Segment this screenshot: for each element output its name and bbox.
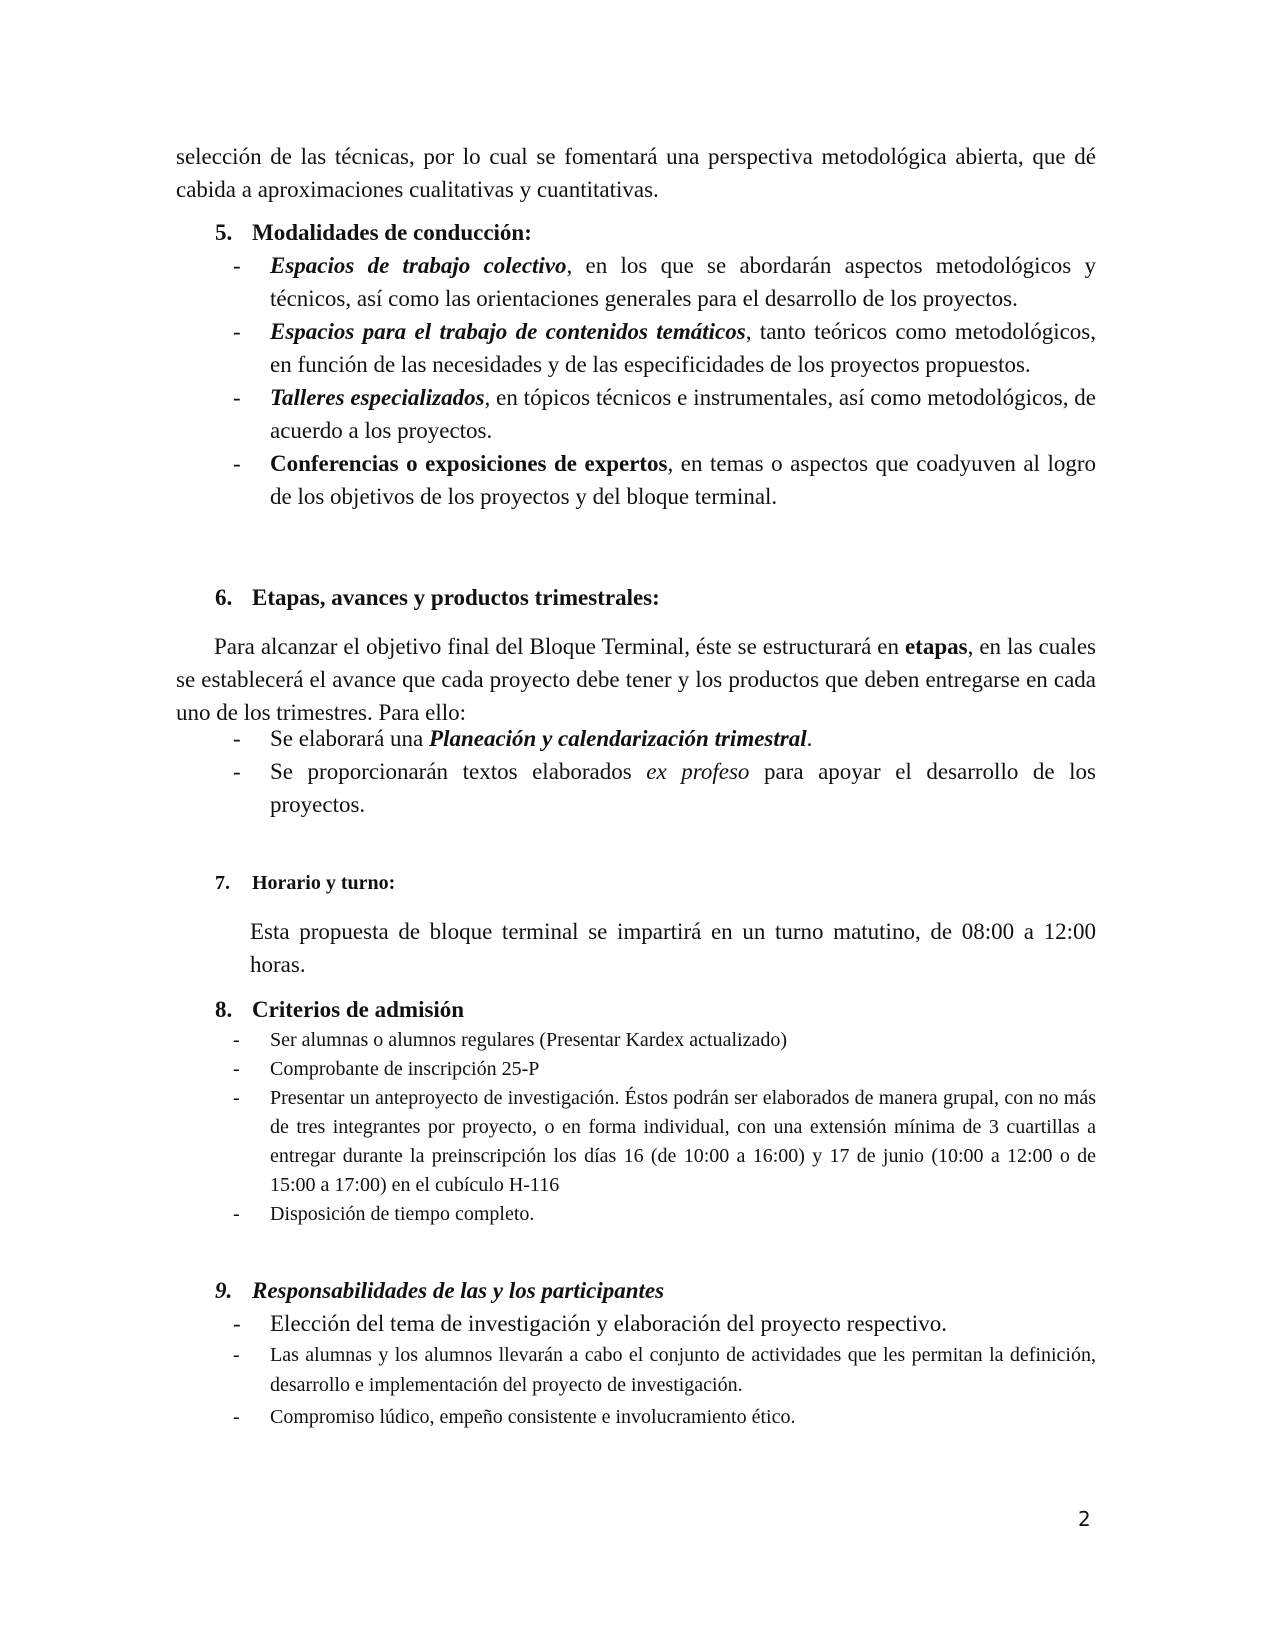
item-text: Presentar un anteproyecto de investigación. Éstos podrán ser elaborados de manera grupal, con no más de tres integrantes por proyecto, o en forma individual, con una extensión mínima de 3 cuartillas a entregar durante la preinscripción los días 16 (de 10:00 a 16:00) y 17 de junio (10:00 a 12:00 o de 15:00 a 17:00) en el cubículo H-116 <box>270 1087 1096 1196</box>
para-text: , en las cuales se establecerá el avance que cada proyecto debe tener y los productos que deben entregarse en cada uno de los trimestres. Para ello: <box>176 634 1096 725</box>
section-9-number: 9. <box>215 1278 233 1303</box>
list-item <box>233 1055 1096 1084</box>
section-7-number: 7. <box>215 872 230 894</box>
section-9-list <box>233 1307 1096 1432</box>
dash-bullet: - <box>233 759 241 784</box>
section-7-title: Horario y turno: <box>252 872 396 894</box>
item-text: . <box>806 726 813 751</box>
section-9-title: Responsabilidades de las y los participantes <box>252 1278 665 1303</box>
section-9-heading <box>215 1276 664 1306</box>
dash-bullet: - <box>233 319 241 344</box>
list-item <box>233 1084 1096 1200</box>
item-term: Planeación y calendarización trimestral <box>429 726 807 751</box>
list-item <box>233 315 1096 381</box>
item-text: , en tópicos técnicos e instrumentales, así como metodológicos, de acuerdo a los proyectos. <box>270 385 1096 443</box>
section-7-heading <box>215 868 395 898</box>
section-5-number: 5. <box>215 220 233 245</box>
list-item <box>233 447 1096 513</box>
dash-bullet: - <box>233 1029 240 1051</box>
item-text: Compromiso lúdico, empeño consistente e involucramiento ético. <box>270 1406 796 1428</box>
item-term: Espacios para el trabajo de contenidos temáticos <box>270 319 746 344</box>
dash-bullet: - <box>233 1311 241 1336</box>
section-6-paragraph <box>176 630 1096 729</box>
section-5-heading <box>215 218 532 248</box>
section-8-title: Criterios de admisión <box>252 997 465 1022</box>
dash-bullet: - <box>233 1087 240 1109</box>
item-term: Talleres especializados <box>270 385 485 410</box>
para-text: Para alcanzar el objetivo final del Bloque Terminal, éste se estructurará en <box>214 634 905 659</box>
item-text: Las alumnas y los alumnos llevarán a cabo el conjunto de actividades que les permitan la definición, desarrollo e implementación del proyecto de investigación. <box>270 1344 1096 1396</box>
section-5-list <box>233 249 1096 513</box>
list-item <box>233 755 1096 821</box>
list-item <box>233 381 1096 447</box>
section-5-title: Modalidades de conducción: <box>252 220 532 245</box>
dash-bullet: - <box>233 1344 240 1366</box>
page-number: 2 <box>1078 1507 1091 1531</box>
dash-bullet: - <box>233 385 241 410</box>
item-term: Conferencias o exposiciones de expertos <box>270 451 668 476</box>
item-italic: ex profeso <box>646 759 750 784</box>
item-text: para apoyar el desarrollo de los proyectos. <box>270 759 1096 817</box>
para-bold-term: etapas <box>904 634 968 659</box>
item-text: Elección del tema de investigación y elaboración del proyecto respectivo. <box>270 1311 947 1336</box>
section-8-list <box>233 1026 1096 1229</box>
list-item <box>233 1402 1096 1432</box>
list-item <box>233 1307 1096 1340</box>
dash-bullet: - <box>233 451 241 476</box>
dash-bullet: - <box>233 1203 240 1225</box>
item-text: Ser alumnas o alumnos regulares (Presentar Kardex actualizado) <box>270 1029 788 1051</box>
dash-bullet: - <box>233 253 241 278</box>
section-8-heading <box>215 995 464 1025</box>
item-text: , en los que se abordarán aspectos metodológicos y técnicos, así como las orientaciones generales para el desarrollo de los proyectos. <box>270 253 1096 311</box>
list-item <box>233 722 1096 755</box>
section-7-text: Esta propuesta de bloque terminal se impartirá en un turno matutino, de 08:00 a 12:00 horas. <box>250 919 1096 977</box>
list-item <box>233 1340 1096 1400</box>
item-text: Disposición de tiempo completo. <box>270 1203 535 1225</box>
dash-bullet: - <box>233 726 241 751</box>
item-text: , tanto teóricos como metodológicos, en función de las necesidades y de las especificidades de los proyectos propuestos. <box>270 319 1096 377</box>
section-6-number: 6. <box>215 585 233 610</box>
item-text: Comprobante de inscripción 25-P <box>270 1058 540 1080</box>
item-text: Se proporcionarán textos elaborados <box>270 759 647 784</box>
dash-bullet: - <box>233 1406 240 1428</box>
intro-paragraph: selección de las técnicas, por lo cual se fomentará una perspectiva metodológica abierta, que dé cabida a aproximaciones cualitativas y cuantitativas. <box>176 144 1096 202</box>
list-item <box>233 1026 1096 1055</box>
list-item <box>233 249 1096 315</box>
section-6-title: Etapas, avances y productos trimestrales: <box>252 585 660 610</box>
item-text: Se elaborará una <box>270 726 430 751</box>
item-text: , en temas o aspectos que coadyuven al logro de los objetivos de los proyectos y del bloque terminal. <box>270 451 1096 509</box>
dash-bullet: - <box>233 1058 240 1080</box>
section-8-number: 8. <box>215 997 233 1022</box>
item-term: Espacios de trabajo colectivo <box>270 253 567 278</box>
section-6-list <box>233 722 1096 821</box>
section-6-heading <box>215 583 660 613</box>
list-item <box>233 1200 1096 1229</box>
